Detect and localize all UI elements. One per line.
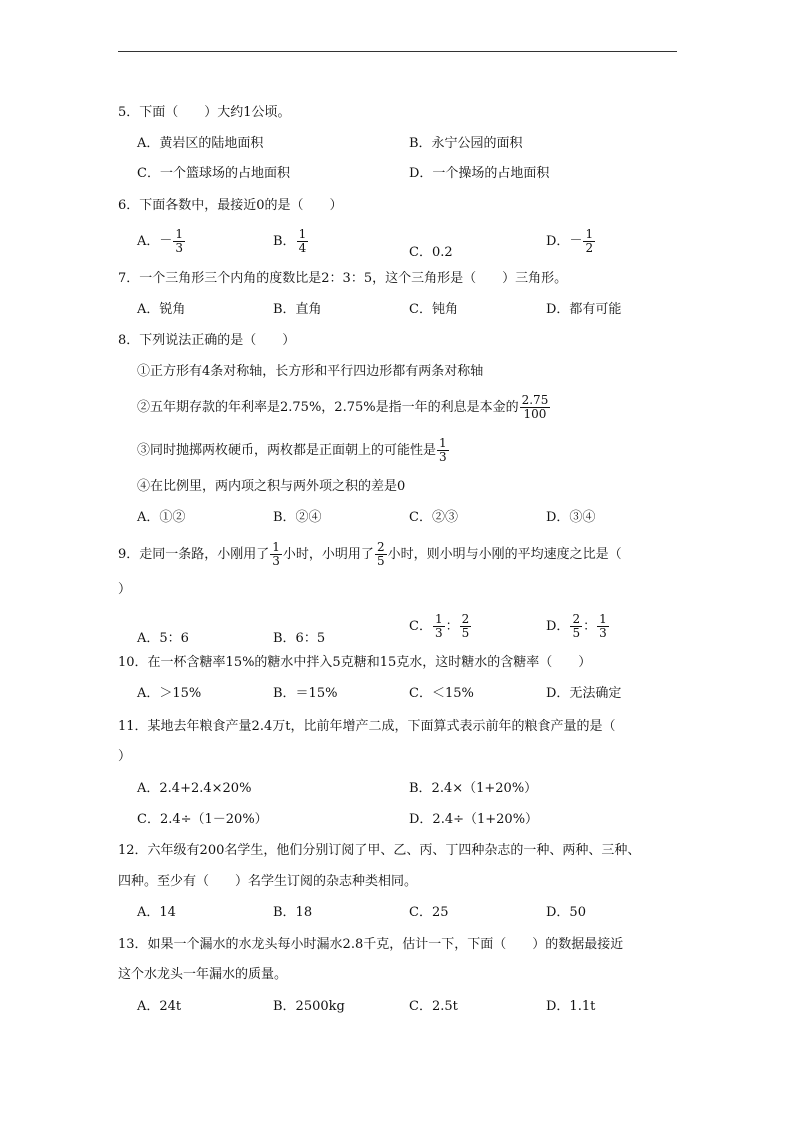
question-9-stem: 9．走同一条路，小刚用了 $\frac{1}{3}$ 小时，小明用了 $\frac{2}{5}$ 小时，则小明与小刚的平均速度之比是（ <box>118 540 622 568</box>
question-13-option-b: B．2500kg <box>273 999 345 1014</box>
question-8-option-a: A．①② <box>137 510 186 525</box>
question-11-option-a: A．2.4+2.4×20% <box>137 781 252 796</box>
question-6-option-a: A．－ $\frac{1}{3}$ <box>137 227 184 255</box>
question-10-stem: 10．在一杯含糖率15%的糖水中拌入5克糖和15克水，这时糖水的含糖率（ ） <box>118 655 592 670</box>
question-11-stem-continued: ） <box>118 749 132 764</box>
question-7-option-c: C．钝角 <box>409 302 458 317</box>
fraction: $\frac{1}{3}$ <box>439 436 447 464</box>
question-8-statement-3: ③同时抛掷两枚硬币，两枚都是正面朝上的可能性是 $\frac{1}{3}$ <box>137 436 447 464</box>
question-13-stem: 13．如果一个漏水的水龙头每小时漏水2.8千克，估计一下，下面（ ）的数据最接近 <box>118 937 624 952</box>
question-12-option-a: A．14 <box>137 905 176 920</box>
question-10-option-a: A．＞15% <box>137 686 202 701</box>
question-9-option-d: D． $\frac{2}{5}$ ： $\frac{1}{3}$ <box>546 612 607 640</box>
question-9-stem-continued: ） <box>118 582 132 597</box>
fraction: $\frac{1}{3}$ <box>272 540 280 568</box>
question-10-option-c: C．＜15% <box>409 686 474 701</box>
question-12-option-c: C．25 <box>409 905 449 920</box>
question-10-option-d: D．无法确定 <box>546 686 622 701</box>
question-7-stem: 7．一个三角形三个内角的度数比是2：3：5，这个三角形是（ ）三角形。 <box>118 271 568 286</box>
question-11-option-b: B．2.4×（1+20%） <box>409 781 538 796</box>
fraction: $\frac{1}{3}$ <box>599 612 607 640</box>
question-9-option-c: C． $\frac{1}{3}$ ： $\frac{2}{5}$ <box>409 612 470 640</box>
question-11-option-d: D．2.4÷（1+20%） <box>409 812 539 827</box>
fraction: $\frac{1}{3}$ <box>175 227 184 255</box>
question-6-option-c: C．0.2 <box>409 245 453 260</box>
question-6-option-b: B． $\frac{1}{4}$ <box>273 227 307 255</box>
question-8-statement-4: ④在比例里，两内项之积与两外项之积的差是0 <box>137 479 406 494</box>
question-8-option-b: B．②④ <box>273 510 322 525</box>
question-13-option-d: D．1.1t <box>546 999 596 1014</box>
question-8-statement-1: ①正方形有4条对称轴，长方形和平行四边形都有两条对称轴 <box>137 364 484 379</box>
fraction: $\frac{1}{2}$ <box>585 227 594 255</box>
question-8-option-c: C．②③ <box>409 510 458 525</box>
question-13-option-a: A．24t <box>137 999 182 1014</box>
question-7-option-b: B．直角 <box>273 302 322 317</box>
question-7-option-a: A．锐角 <box>137 302 186 317</box>
question-5-option-c: C．一个篮球场的占地面积 <box>137 166 290 181</box>
question-5-stem: 5．下面（ ）大约1公顷。 <box>118 105 291 120</box>
question-5-option-a: A．黄岩区的陆地面积 <box>137 136 264 151</box>
question-13-option-c: C．2.5t <box>409 999 458 1014</box>
question-8-option-d: D．③④ <box>546 510 596 525</box>
question-9-option-b: B．6：5 <box>273 631 326 646</box>
fraction: $\frac{1}{3}$ <box>434 612 443 640</box>
fraction: $\frac{1}{4}$ <box>298 227 307 255</box>
fraction: $\frac{2.75}{100}$ <box>521 393 549 421</box>
question-5-option-d: D．一个操场的占地面积 <box>409 166 550 181</box>
fraction: $\frac{2}{5}$ <box>461 612 470 640</box>
question-7-option-d: D．都有可能 <box>546 302 622 317</box>
question-12-option-d: D．50 <box>546 905 586 920</box>
question-12-stem: 12．六年级有200名学生，他们分别订阅了甲、乙、丙、丁四种杂志的一种、两种、三种、 <box>118 843 641 858</box>
question-13-stem-continued: 这个水龙头一年漏水的质量。 <box>118 967 288 982</box>
question-8-stem: 8．下列说法正确的是（ ） <box>118 333 296 348</box>
question-12-stem-continued: 四种。至少有（ ）名学生订阅的杂志种类相同。 <box>118 874 418 889</box>
question-12-option-b: B．18 <box>273 905 313 920</box>
question-5-option-b: B．永宁公园的面积 <box>409 136 523 151</box>
fraction: $\frac{2}{5}$ <box>376 540 385 568</box>
question-11-option-c: C．2.4÷（1－20%） <box>137 812 268 827</box>
fraction: $\frac{2}{5}$ <box>572 612 581 640</box>
question-9-option-a: A．5：6 <box>137 631 189 646</box>
question-6-option-d: D．－ $\frac{1}{2}$ <box>546 227 594 255</box>
question-10-option-b: B．＝15% <box>273 686 338 701</box>
question-8-statement-2: ②五年期存款的年利率是2.75%，2.75%是指一年的利息是本金的 $\frac{2.75}{100}$ <box>137 393 549 421</box>
question-11-stem: 11．某地去年粮食产量2.4万t，比前年增产二成，下面算式表示前年的粮食产量的是（ <box>118 719 616 734</box>
question-6-stem: 6．下面各数中，最接近0的是（ ） <box>118 198 343 213</box>
header-rule <box>118 51 677 52</box>
